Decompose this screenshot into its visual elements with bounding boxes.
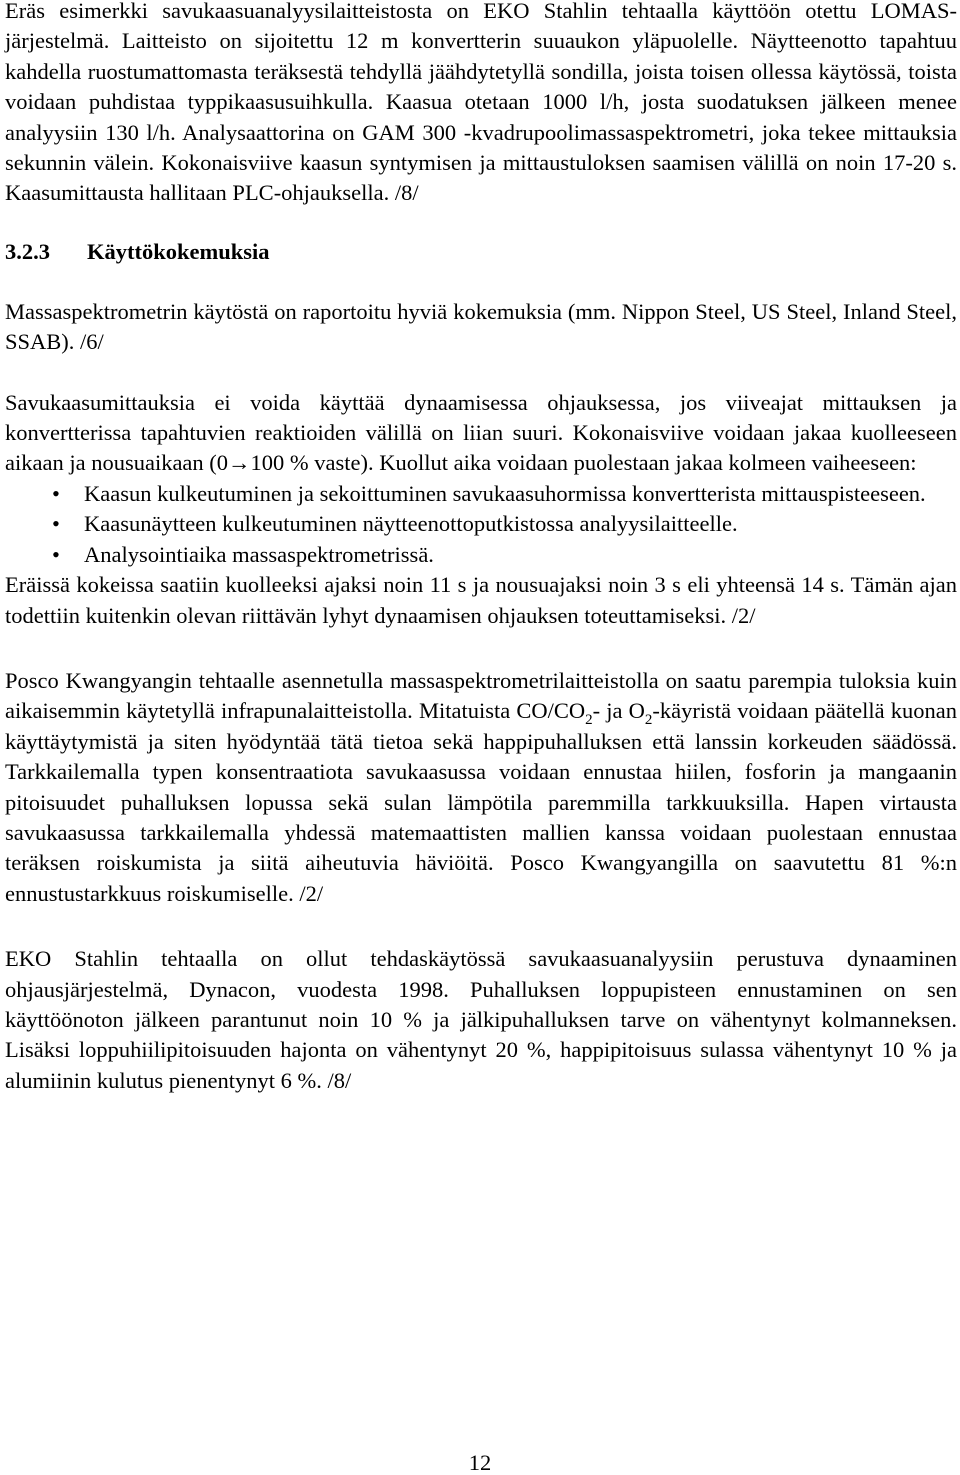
dead-time-phase-list — [5, 479, 957, 570]
spacer — [5, 909, 957, 944]
bullet-icon: • — [52, 511, 60, 537]
paragraph-eko-stahl-dynacon — [5, 944, 957, 1096]
paragraph-measurement-delay — [5, 388, 957, 479]
section-heading — [5, 237, 957, 267]
paragraph-experiments — [5, 570, 957, 631]
delay-text-part-2: 100 % vaste). Kuollut aika voidaan puolestaan jakaa kolmeen vaiheeseen: — [250, 450, 917, 476]
paragraph-lomas-system — [5, 0, 957, 209]
right-arrow-symbol: → — [228, 450, 251, 476]
list-item — [5, 540, 957, 570]
bullet-icon: • — [52, 480, 60, 506]
posco-text-part-2: - ja O — [592, 698, 645, 724]
paragraph-eko-text: EKO Stahlin tehtaalla on ollut tehdaskäytössä savukaasuanalyysiin perustuva dynaaminen ohjausjärjestelmä, Dynacon, vuodesta 1998. Puhalluksen loppupisteen ennustaminen on sen käyttöönoton jälkeen parantunut noin 10 % ja jälkipuhalluksen tarve on vähentynyt kolmanneksen. Lisäksi loppuhiilipitoisuuden hajonta on vähentynyt 20 %, happipitoisuus sulassa vähentynyt 10 % ja alumiinin kulutus pienentynyt 6 %. /8/ — [5, 946, 957, 1093]
subscript-2: 2 — [644, 712, 653, 729]
page-number: 12 — [468, 1450, 492, 1475]
paragraph-posco-kwangyang — [5, 666, 957, 909]
delay-text-part-1: Savukaasumittauksia ei voida käyttää dynaamisessa ohjauksessa, jos viiveajat mittauksen ja konvertterissa tapahtuvien reaktioiden välillä on liian suuri. Kokonaisviive voidaan jakaa kuolleeseen aikaan ja nousuaikaan (0 — [5, 389, 957, 476]
paragraph-lomas-text: Eräs esimerkki savukaasuanalyysilaitteistosta on EKO Stahlin tehtaalla käyttöön otettu LOMAS-järjestelmä. Laitteisto on sijoitettu 12 m konvertterin suuaukon yläpuolelle. Näytteenotto tapahtuu kahdella ruostumattomasta teräksestä tehdyllä jäähdytetyllä sondilla, joista toisen ollessa käytössä, toista voidaan puhdistaa typpikaasusuihkulla. Kaasua otetaan 1000 l/h, josta suodatuksen jälkeen menee analyysiin 130 l/h. Analysaattorina on GAM 300 -kvadrupoolimassaspektrometri, joka tekee mittauksia sekunnin välein. Kokonaisviive kaasun syntymisen ja mittaustuloksen saamisen välillä on noin 17-20 s. Kaasumittausta hallitaan PLC-ohjauksella. /8/ — [5, 0, 957, 206]
posco-text-part-3: -käyristä voidaan päätellä kuonan käyttäytymistä ja siten hyödyntää tätä tietoa sekä happipuhalluksen että lanssin korkeuden säädössä. Tarkkailemalla typen konsentraatiota savukaasussa voidaan ennustaa hiilen, fosforin ja mangaanin pitoisuudet puhalluksen lopussa sekä sulan lämpötila paremmilla tarkkuuksilla. Hapen virtausta savukaasussa tarkkailemalla yhdessä matemaattisten mallien kanssa voidaan puolestaan ennustaa teräksen roiskumista ja siitä aiheutuvia häviöitä. Posco Kwangyangilla on saavutettu 81 %:n ennustustarkkuus roiskumiselle. /2/ — [5, 698, 957, 906]
subscript-2: 2 — [585, 712, 593, 729]
section-title: Käyttökokemuksia — [87, 238, 270, 264]
list-item-text: Kaasun kulkeutuminen ja sekoittuminen savukaasuhormissa konvertterista mittauspisteeseen. — [84, 480, 926, 506]
list-item-text: Analysointiaika massaspektrometrissä. — [84, 541, 434, 567]
paragraph-experiments-text: Eräissä kokeissa saatiin kuolleeksi ajaksi noin 11 s ja nousuajaksi noin 3 s eli yhteensä 14 s. Tämän ajan todettiin kuitenkin olevan riittävän lyhyt dynaamisen ohjauksen toteuttamiseksi. /2/ — [5, 572, 957, 628]
section-number: 3.2.3 — [5, 238, 50, 264]
paragraph-user-reports — [5, 297, 957, 358]
bullet-icon: • — [52, 541, 60, 567]
list-item — [5, 479, 957, 509]
posco-text-part-1: Posco Kwangyangin tehtaalle asennetulla massaspektrometrilaitteistolla on saatu parempia tuloksia kuin aikaisemmin käytetyllä infrapunalaitteistolla. Mitatuista CO/CO — [5, 667, 957, 724]
spacer — [5, 631, 957, 666]
spacer — [5, 267, 957, 297]
document-page — [5, 0, 957, 1096]
list-item — [5, 509, 957, 539]
list-item-text: Kaasunäytteen kulkeutuminen näytteenottoputkistossa analyysilaitteelle. — [84, 511, 738, 537]
paragraph-user-reports-text: Massaspektrometrin käytöstä on raportoitu hyviä kokemuksia (mm. Nippon Steel, US Steel, Inland Steel, SSAB). /6/ — [5, 298, 957, 355]
spacer — [5, 358, 957, 388]
spacer — [5, 209, 957, 237]
